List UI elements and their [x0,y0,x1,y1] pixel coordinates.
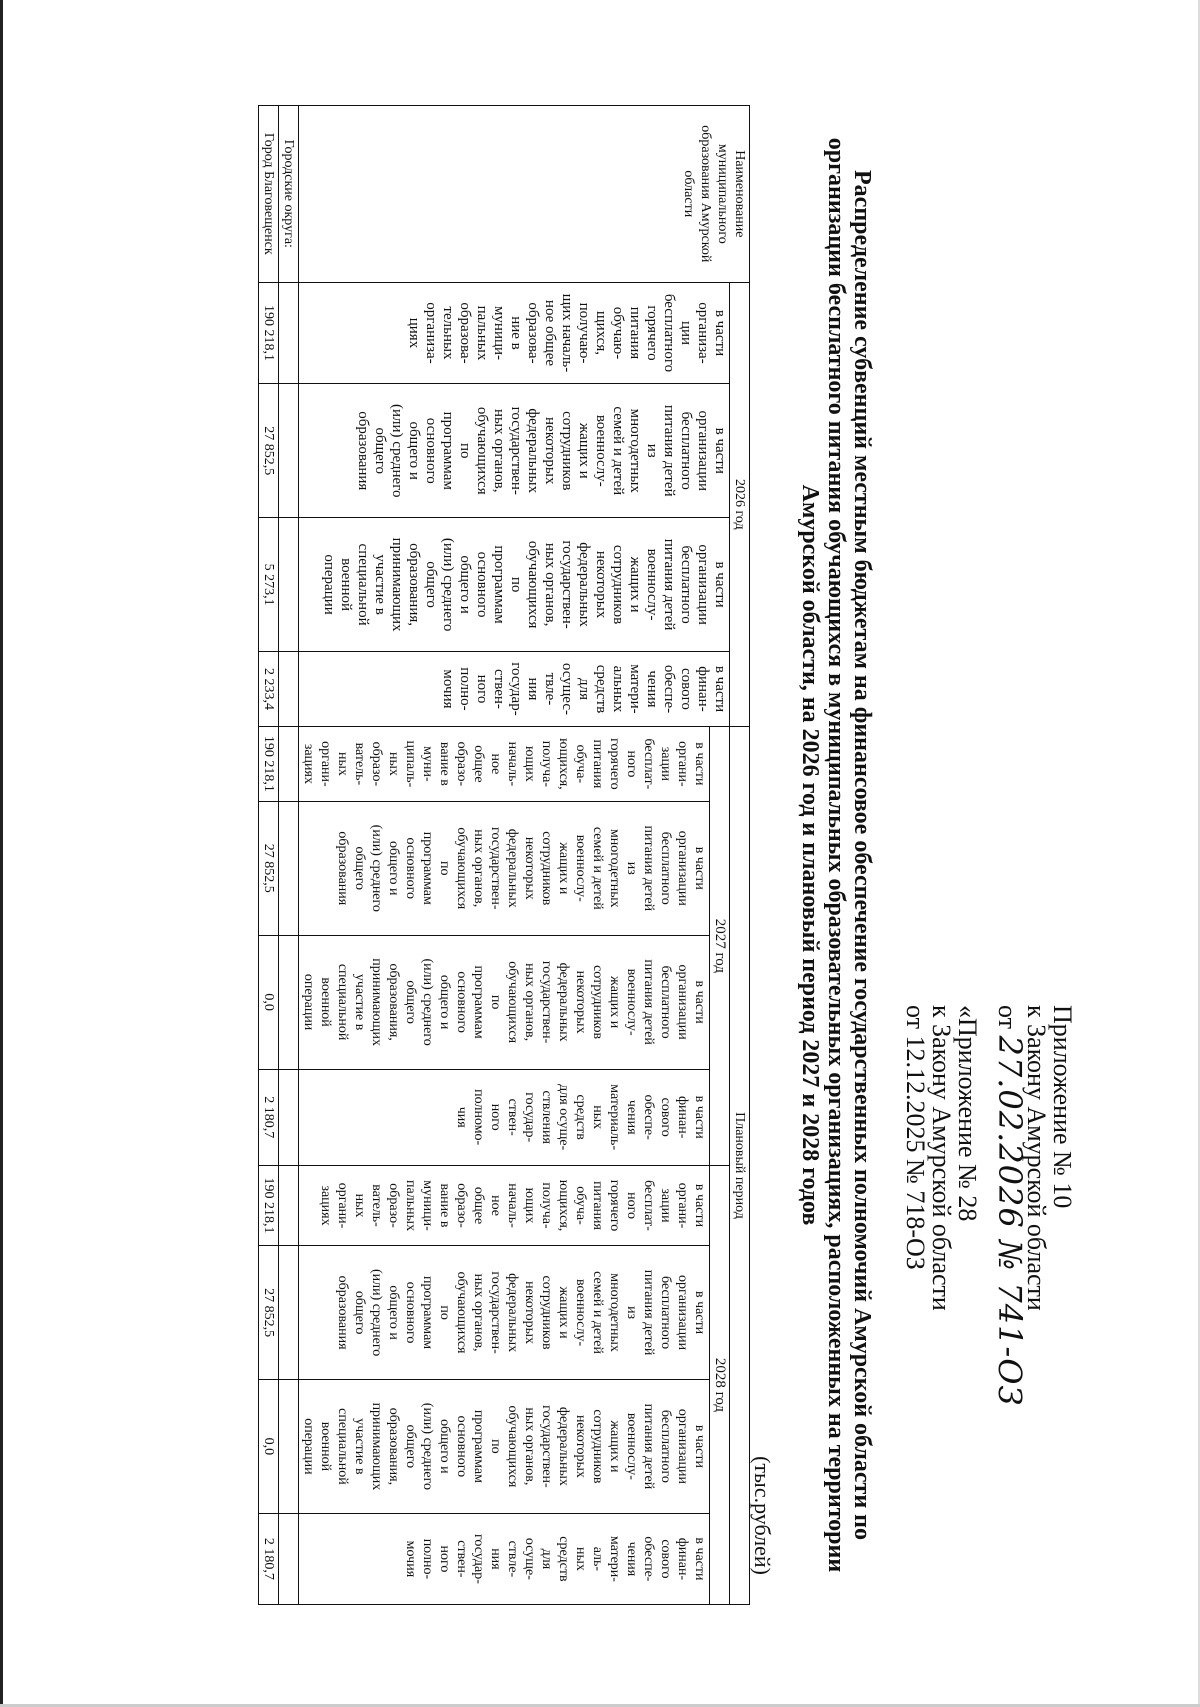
header-row-2 [710,106,730,1605]
value-2028-col-d: 2 180,7 [259,1513,279,1604]
header-2028-col-d: в части финан- сового обеспе- чения матери- аль- ных средств для осуще- ствле- ния государ- ствен- ного полно- мочия [299,1513,710,1604]
rotated-document-page [65,65,1095,1645]
group-empty-cell [279,1513,299,1604]
value-2028-col-c: 0,0 [259,1380,279,1514]
value-2027-col-a: 190 218,1 [259,726,279,801]
header-2027-col-d: в части финан- сового обеспе- чения материаль- ных средств для осуще- ствления государ- ствен- ного полномо- чия [299,1069,710,1165]
amendment-law: к Закону Амурской области [927,1005,956,1311]
group-empty-cell [279,1165,299,1245]
header-2028-col-b: в части организации бесплатного питания детей из многодетных семей и детей военнослу- жащих и сотрудников некоторых федеральных государствен- ных органов, обучающихся по программам основного общего и (или) среднего общего образования [299,1246,710,1380]
header-2027-col-a: в части органи- зации бесплат- ного горячего питания обуча- ющихся, получа- ющих началь- ное общее образо- вание в муни- ципаль- ных образо- ватель- ных органи- зациях [299,726,710,801]
header-2026-col-a: в части организа- ции бесплатного горячего питания обучаю- щихся, получаю- щих началь- ное общее образова- ние в муници- пальных образова- тельных организа- циях [299,282,730,384]
header-2026-col-d: в части финан- сового обеспе- чения матери- альных средств для осущес- твле- ния государ- ствен- ного полно- мочия [299,652,730,727]
value-2026-col-c: 5 273,1 [259,518,279,652]
group-row [279,106,299,1605]
title-line-2: организации бесплатного питания обучающихся в муниципальных образовательных организациях, расположенных на территории [823,137,849,1573]
group-empty-cell [279,652,299,727]
value-2028-col-a: 190 218,1 [259,1165,279,1245]
value-2028-col-b: 27 852,5 [259,1246,279,1380]
row-municipality-name: Город Благовещенск [259,106,279,283]
appendix-date-line [991,1005,1029,1605]
title-line-1: Распределение субвенций местным бюджетам на финансовое обеспечение государственных полномочий Амурской области по [849,170,875,1540]
header-2027-col-c: в части организации бесплатного питания детей военнослу- жащих и сотрудников некоторых федеральных государствен- ных органов, обучающихся по программам основного общего и (или) среднего общего образования, принимающих участие в специальной военной операции [299,935,710,1069]
header-municipality-name: Наименование муниципального образования Амурской области [299,106,750,283]
appendix-header [902,1005,1075,1605]
title-line-3: Амурской области, на 2026 год и плановый период 2027 и 2028 годов [797,484,823,1226]
table-row [259,106,279,1605]
handwritten-date-number: 27.02.2026 № 741-ОЗ [991,1035,1029,1407]
header-year-2028: 2028 год [710,1165,730,1604]
amendment-title: «Приложение № 28 [953,1005,982,1222]
group-empty-cell [279,384,299,518]
value-2026-col-d: 2 233,4 [259,652,279,727]
amendment-date: от 12.12.2025 № 718-ОЗ [901,1005,930,1270]
document-title [797,105,875,1605]
header-2027-col-b: в части организации бесплатного питания детей из многодетных семей и детей военнослу- жащих и сотрудников некоторых федеральных государствен- ных органов, обучающихся по программам основного общего и (или) среднего общего образования [299,801,710,935]
scan-left-edge [0,0,3,1707]
header-year-2026: 2026 год [730,282,750,726]
group-empty-cell [279,282,299,384]
header-2028-col-a: в части органи- зации бесплат- ного горячего питания обуча- ющихся, получа- ющих началь- ное общее образо- вание в муници- пальных образо- ватель- ных органи- зациях [299,1165,710,1245]
value-2026-col-b: 27 852,5 [259,384,279,518]
group-empty-cell [279,518,299,652]
value-2027-col-c: 0,0 [259,935,279,1069]
value-2026-col-a: 190 218,1 [259,282,279,384]
header-2026-col-c: в части организации бесплатного питания детей военнослу- жащих и сотрудников некоторых федеральных государствен- ных органов, обучающихся по программам основного общего и (или) среднего общего образования, принимающих участие в специальной военной операции [299,518,730,652]
header-row-1 [730,106,750,1605]
value-2027-col-b: 27 852,5 [259,801,279,935]
subvention-table [258,105,750,1605]
header-planned-period: Плановый период [730,726,750,1604]
units-label: (тыс.рублей) [750,1456,775,1575]
group-label: Городские округа: [279,106,299,283]
header-2028-col-c: в части организации бесплатного питания детей военнослу- жащих и сотрудников некоторых федеральных государствен- ных органов, обучающихся по программам основного общего и (или) среднего общего образования, принимающих участие в специальной военной операции [299,1380,710,1514]
group-empty-cell [279,1246,299,1380]
header-2026-col-b: в части организации бесплатного питания детей из многодетных семей и детей военнослу- жащих и сотрудников некоторых федеральных государствен- ных органов, обучающихся по программам основного общего и (или) среднего общего образования [299,384,730,518]
group-empty-cell [279,935,299,1069]
group-empty-cell [279,1069,299,1165]
header-year-2027: 2027 год [710,726,730,1165]
group-empty-cell [279,1380,299,1514]
group-empty-cell [279,726,299,801]
date-prefix: от [993,1005,1022,1030]
appendix-law: к Закону Амурской области [1022,1005,1051,1311]
appendix-title: Приложение № 10 [1048,1005,1077,1209]
value-2027-col-d: 2 180,7 [259,1069,279,1165]
group-empty-cell [279,801,299,935]
